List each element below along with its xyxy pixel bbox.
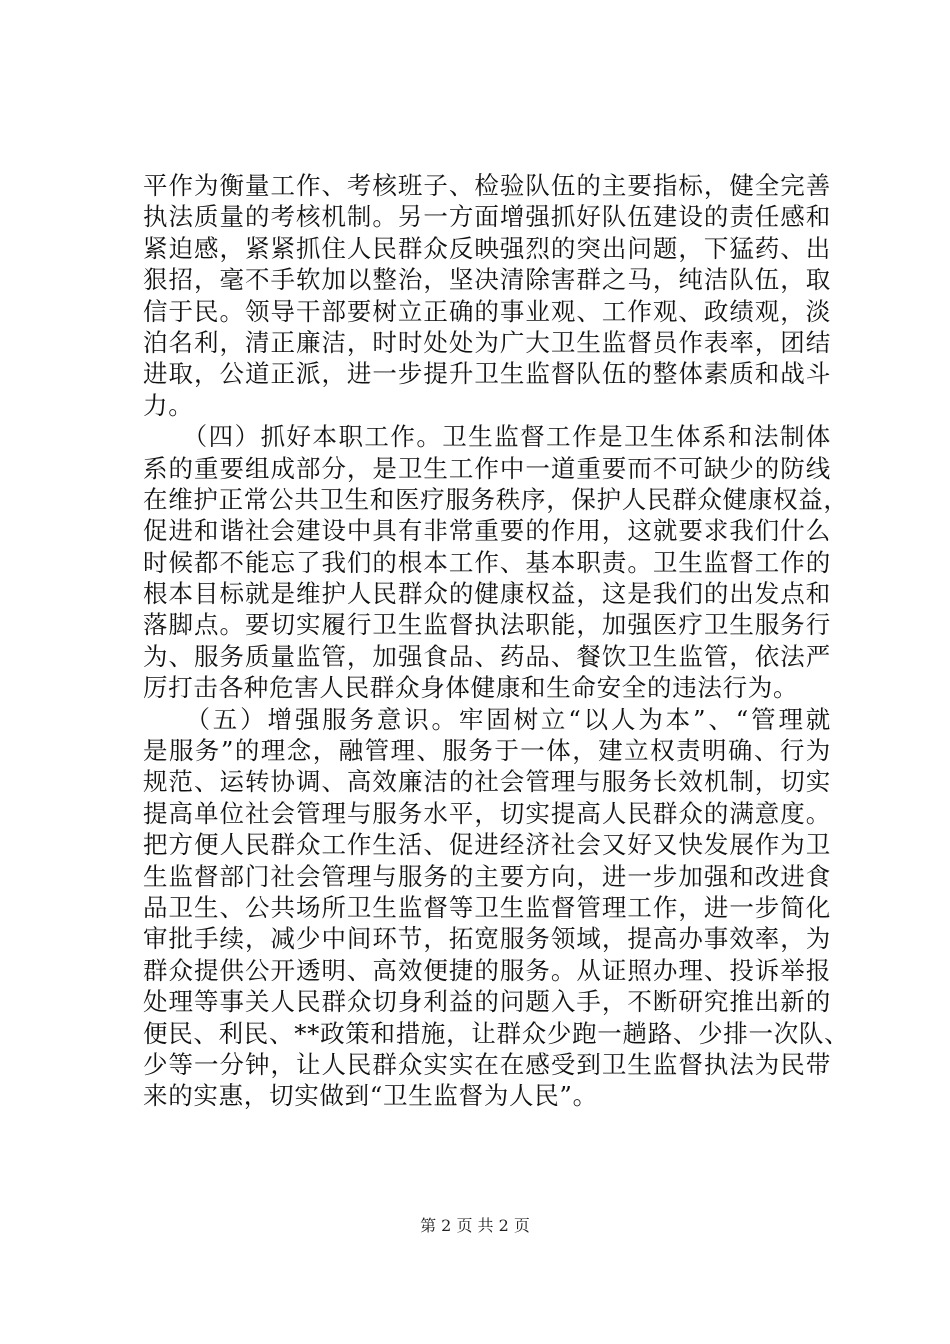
text-line: 平作为衡量工作、考核班子、检验队伍的主要指标，健全完善 [143, 171, 831, 200]
text-line: 狠招，毫不手软加以整治，坚决清除害群之马，纯洁队伍，取 [143, 265, 831, 295]
page-footer: 第 2 页 共 2 页 [420, 1216, 530, 1235]
document-body [143, 170, 850, 1112]
text-line: 群众提供公开透明、高效便捷的服务。从证照办理、投诉举报 [143, 955, 831, 985]
text-line: （四）抓好本职工作。卫生监督工作是卫生体系和法制体 [143, 422, 831, 452]
text-line: 是服务”的理念，融管理、服务于一体，建立权责明确、行为 [143, 736, 831, 766]
text-line: 根本目标就是维护人民群众的健康权益，这是我们的出发点和 [143, 579, 831, 609]
text-line: 便民、利民、**政策和措施，让群众少跑一趟路、少排一次队、 [143, 1018, 850, 1048]
text-line: 信于民。领导干部要树立正确的事业观、工作观、政绩观，淡 [143, 296, 831, 326]
text-line: 规范、运转协调、高效廉洁的社会管理与服务长效机制，切实 [143, 767, 831, 797]
text-line: 时候都不能忘了我们的根本工作、基本职责。卫生监督工作的 [143, 547, 831, 577]
text-line: 落脚点。要切实履行卫生监督执法职能，加强医疗卫生服务行 [143, 610, 831, 640]
text-line: 生监督部门社会管理与服务的主要方向，进一步加强和改进食 [143, 861, 831, 891]
text-line: 力。 [143, 390, 194, 420]
text-line: 促进和谐社会建设中具有非常重要的作用，这就要求我们什么 [143, 516, 831, 546]
text-line: 提高单位社会管理与服务水平，切实提高人民群众的满意度。 [143, 798, 831, 828]
text-line: 为、服务质量监管，加强食品、药品、餐饮卫生监管，依法严 [143, 641, 831, 671]
text-line: 紧迫感，紧紧抓住人民群众反映强烈的突出问题，下猛药、出 [143, 233, 831, 263]
text-line: 系的重要组成部分，是卫生工作中一道重要而不可缺少的防线 [143, 453, 831, 483]
text-line: 来的实惠，切实做到“卫生监督为人民”。 [143, 1081, 598, 1111]
text-line: 少等一分钟，让人民群众实实在在感受到卫生监督执法为民带 [143, 1049, 831, 1079]
text-line: 进取，公道正派，进一步提升卫生监督队伍的整体素质和战斗 [143, 359, 831, 389]
text-line: （五）增强服务意识。牢固树立“以人为本”、“管理就 [143, 704, 831, 734]
text-line: 把方便人民群众工作生活、促进经济社会又好又快发展作为卫 [143, 830, 831, 860]
text-line: 泊名利，清正廉洁，时时处处为广大卫生监督员作表率，团结 [143, 327, 831, 357]
text-line: 品卫生、公共场所卫生监督等卫生监督管理工作，进一步简化 [143, 892, 831, 922]
text-line: 在维护正常公共卫生和医疗服务秩序，保护人民群众健康权益， [143, 484, 849, 514]
text-line: 处理等事关人民群众切身利益的问题入手，不断研究推出新的 [143, 987, 831, 1017]
text-line: 厉打击各种危害人民群众身体健康和生命安全的违法行为。 [143, 673, 799, 703]
text-line: 审批手续，减少中间环节，拓宽服务领域，提高办事效率，为 [143, 924, 831, 954]
text-line: 执法质量的考核机制。另一方面增强抓好队伍建设的责任感和 [143, 202, 831, 232]
